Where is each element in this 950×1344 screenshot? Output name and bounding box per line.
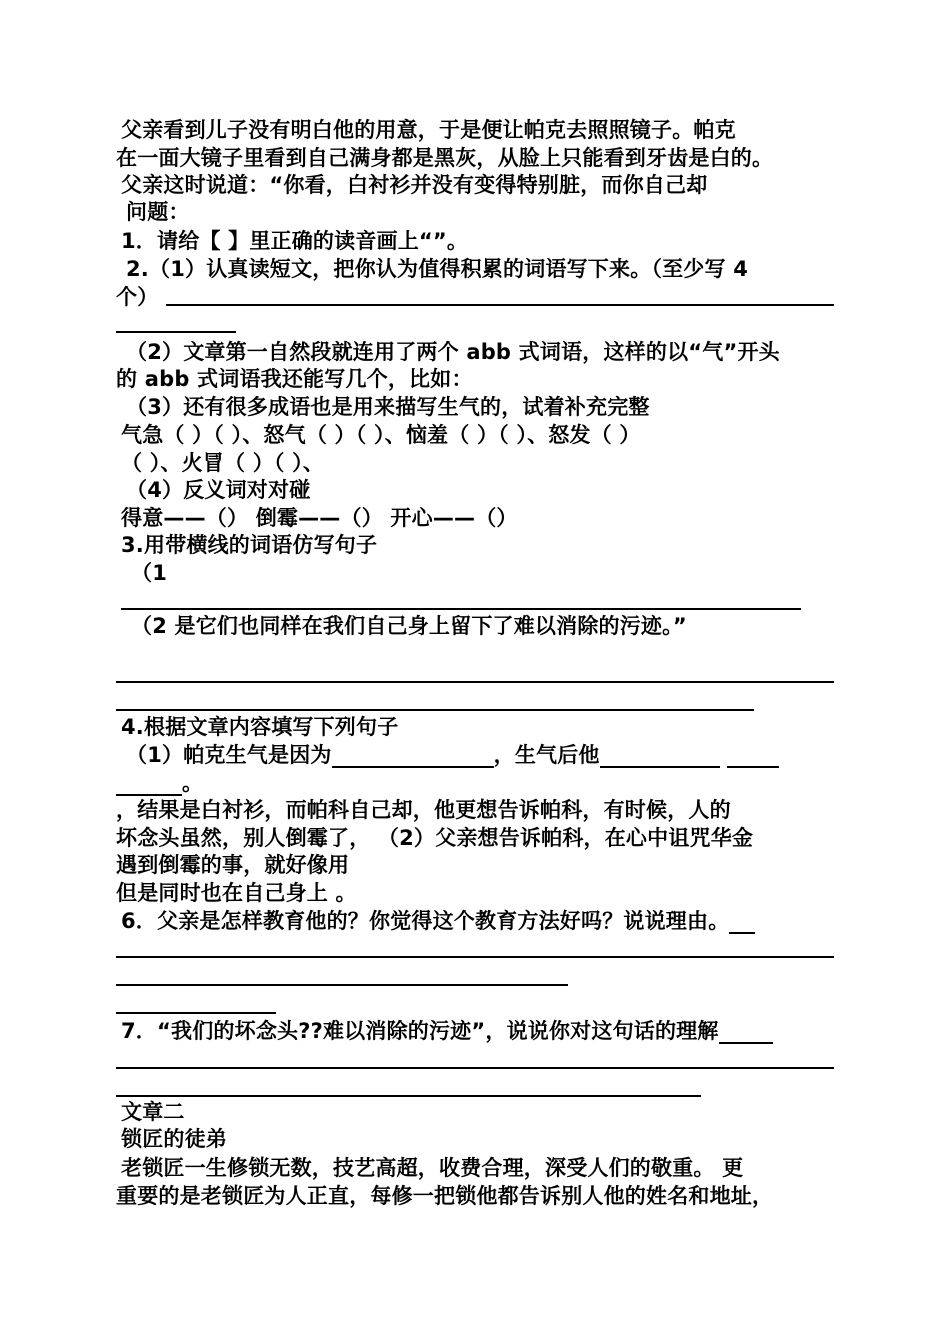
question-2-3: （3）还有很多成语也是用来描写生气的，试着补充完整 xyxy=(126,395,650,419)
question-7 xyxy=(121,1018,773,1044)
answer-line[interactable] xyxy=(116,331,236,333)
question-2-4: （4）反义词对对碰 xyxy=(126,478,311,502)
article-2-title: 锁匠的徒弟 xyxy=(121,1127,227,1151)
passage1-line-2: 在一面大镜子里看到自己满身都是黑灰，从脸上只能看到牙齿是白的。 xyxy=(116,146,774,170)
question-4-line-2: ，结果是白衬衫，而帕科自己却，他更想告诉帕科，有时候，人的 xyxy=(116,798,731,822)
passage1-line-3: 父亲这时说道：“你看，白衬衫并没有变得特别脏，而你自己却 xyxy=(121,173,708,197)
question-4-1 xyxy=(126,742,779,768)
article-2-line-1: 老锁匠一生修锁无数，技艺高超，收费合理，深受人们的敬重。 更 xyxy=(121,1156,744,1180)
blank-answer-start[interactable] xyxy=(729,912,755,934)
answer-line[interactable] xyxy=(116,681,834,683)
question-2-2-line-1: （2）文章第一自然段就连用了两个 abb 式词语，这样的以“气”开头 xyxy=(126,340,780,364)
answer-line[interactable] xyxy=(116,1067,834,1069)
question-4-line-3: 坏念头虽然，别人倒霉了， （2）父亲想告诉帕科，在心中诅咒华金 xyxy=(116,826,754,850)
antonym-pairs: 得意——（） 倒霉——（） 开心——（） xyxy=(121,506,518,530)
question-2-2-line-2: 的 abb 式词语我还能写几个，比如： xyxy=(116,367,473,391)
question-2-1-line-2: 个） xyxy=(116,285,159,309)
answer-line[interactable] xyxy=(116,1012,276,1014)
question-3-1: （1 xyxy=(131,561,168,585)
blank-answer-start[interactable] xyxy=(719,1022,773,1044)
blank-reason[interactable] xyxy=(332,746,494,768)
idiom-blanks-line-1: 气急（ ）（ ）、怒气（ ）（ ）、恼羞（ ）（ ）、怒发（ ） xyxy=(121,423,641,447)
answer-line[interactable] xyxy=(116,1095,701,1097)
blank-reaction-end[interactable] xyxy=(116,774,182,796)
article-2-line-2: 重要的是老锁匠为人正直，每修一把锁他都告诉别人他的姓名和地址， xyxy=(116,1184,774,1208)
question-6 xyxy=(121,908,755,934)
question-7-text: 7．“我们的坏念头??难以消除的污迹”，说说你对这句话的理解 xyxy=(121,1019,719,1043)
question-4-line-5: 但是同时也在自己身上 。 xyxy=(116,881,357,905)
questions-heading: 问题： xyxy=(126,200,190,224)
question-4-1-end xyxy=(116,770,203,796)
question-4: 4.根据文章内容填写下列句子 xyxy=(121,715,399,739)
question-2-1-line-1: 2.（1）认真读短文，把你认为值得积累的词语写下来。（至少写 4 xyxy=(126,257,749,281)
question-4-line-4: 遇到倒霉的事，就好像用 xyxy=(116,853,350,877)
question-3: 3.用带横线的词语仿写句子 xyxy=(121,533,378,557)
blank-reaction[interactable] xyxy=(600,746,720,768)
blank-reaction-cont[interactable] xyxy=(727,746,779,768)
answer-line[interactable] xyxy=(116,956,834,958)
question-6-text: 6．父亲是怎样教育他的？你觉得这个教育方法好吗？说说理由。 xyxy=(121,909,730,933)
question-1: 1．请给【 】里正确的读音画上“”。 xyxy=(121,229,469,253)
answer-line[interactable] xyxy=(121,608,801,610)
answer-line[interactable] xyxy=(166,304,834,306)
passage1-line-1: 父亲看到儿子没有明白他的用意，于是便让帕克去照照镜子。帕克 xyxy=(121,118,736,142)
question-4-1-middle: ，生气后他 xyxy=(493,743,600,767)
question-3-2: （2 是它们也同样在我们自己身上留下了难以消除的污迹。” xyxy=(131,614,687,638)
answer-line[interactable] xyxy=(116,709,754,711)
question-4-1-prefix: （1）帕克生气是因为 xyxy=(126,743,332,767)
article-2-label: 文章二 xyxy=(121,1100,185,1124)
idiom-blanks-line-2: （ ）、火冒（ ）（ ）、 xyxy=(121,451,325,475)
answer-line[interactable] xyxy=(116,984,568,986)
question-4-1-period: 。 xyxy=(182,771,204,795)
